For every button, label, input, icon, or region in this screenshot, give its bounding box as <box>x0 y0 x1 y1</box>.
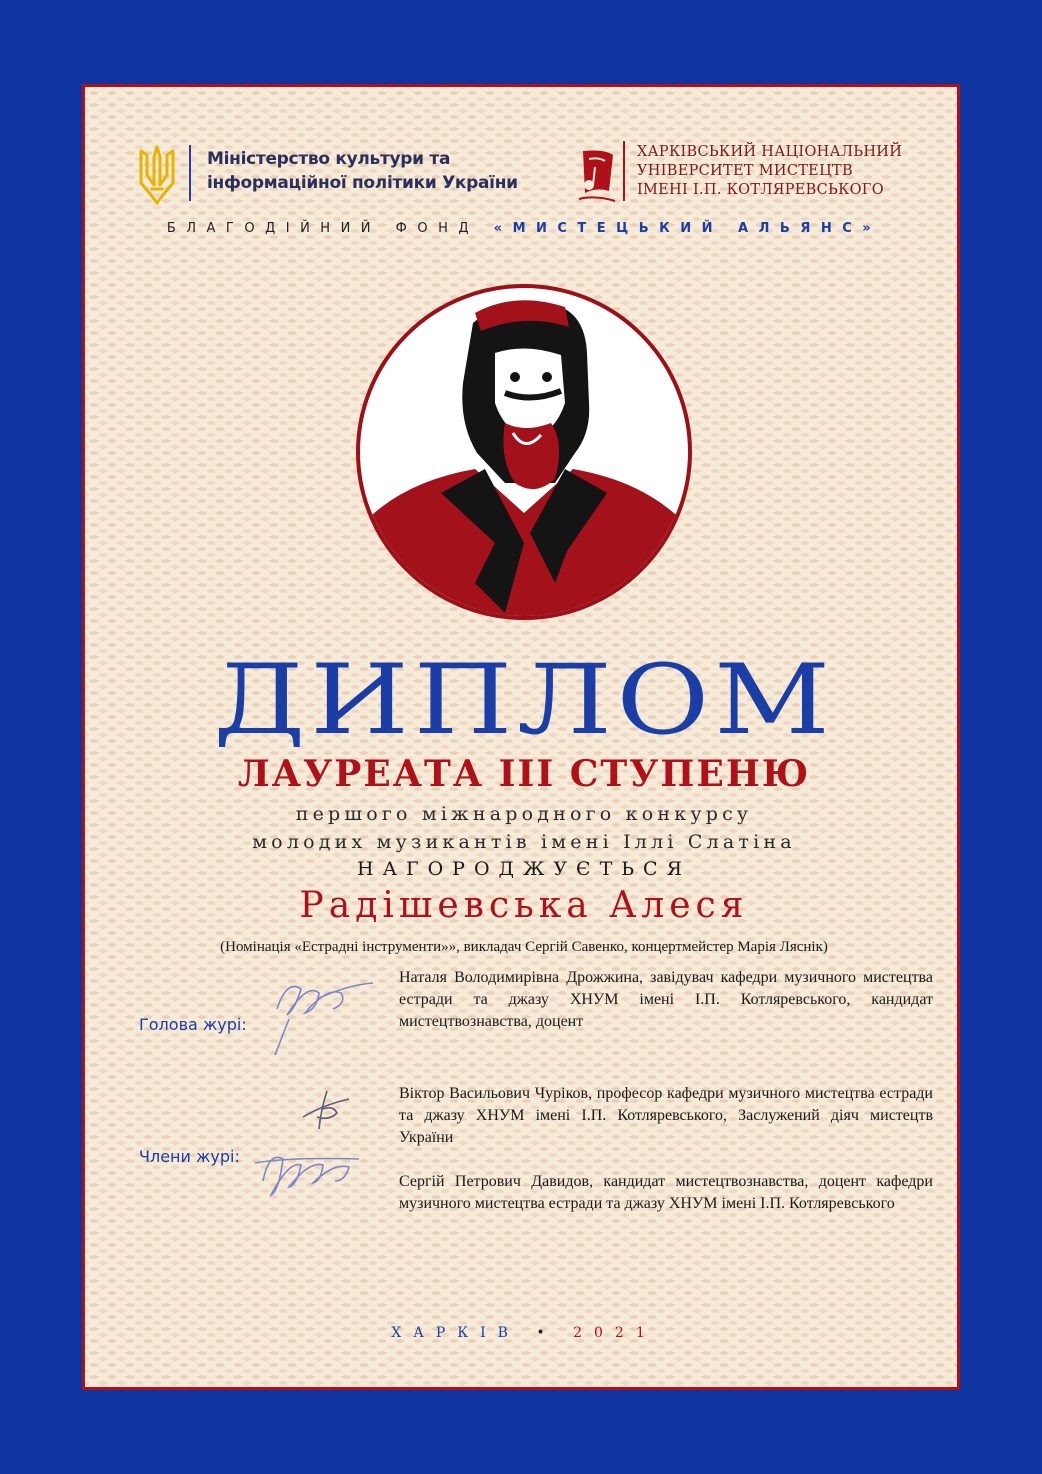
fund-title <box>85 221 960 236</box>
diploma-page <box>82 84 960 1390</box>
jury-head-label: Голова журі: <box>139 1015 247 1034</box>
competition-line-2: молодих музикантів імені Іллі Слатіна <box>252 831 796 853</box>
footer-year: 2021 <box>573 1325 657 1341</box>
member1-signature <box>293 1085 363 1135</box>
footer-separator: • <box>536 1325 557 1341</box>
fund-name: «МИСТЕЦЬКИЙ АЛЬЯНС» <box>493 221 882 236</box>
footer <box>85 1325 960 1341</box>
university-line-3: ІМЕНІ І.П. КОТЛЯРЕВСЬКОГО <box>637 182 884 198</box>
footer-city: ХАРКІВ <box>391 1325 520 1341</box>
diploma-title <box>85 647 960 747</box>
jury-members-label: Члени журі: <box>139 1147 240 1166</box>
ministry-name <box>207 147 547 203</box>
member2-signature <box>249 1141 369 1211</box>
awarded-label: НАГОРОДЖУЄТЬСЯ <box>357 858 691 880</box>
university-line-1: ХАРКІВСЬКИЙ НАЦІОНАЛЬНИЙ <box>637 144 903 160</box>
university-line-2: УНІВЕРСИТЕТ МИСТЕЦТВ <box>637 163 853 179</box>
university-name <box>637 143 937 200</box>
portrait-medallion <box>355 283 693 621</box>
jury-head-description: Наталя Володимирівна Дрожжина, завідувач кафедри музичного мистецтва естради та джазу ХНУМ імені І.П. Котляревського, кандидат мистецтвознавства, доцент <box>399 969 933 1030</box>
university-logo-icon <box>575 145 619 205</box>
jury-member-2-description: Сергій Петрович Давидов, кандидат мистецтвознавства, доцент кафедри музичного мистецтва естради та джазу ХНУМ імені І.П. Котляревського <box>399 1173 933 1212</box>
ministry-divider <box>189 145 191 201</box>
ministry-line-2: інформаційної політики України <box>207 173 518 193</box>
ministry-line-1: Міністерство культури та <box>207 149 451 169</box>
laureate-degree: ЛАУРЕАТА III СТУПЕНЮ <box>237 753 811 795</box>
jury-member-1-description: Віктор Васильович Чуріков, професор кафедри музичного мистецтва естради та джазу ХНУМ імені І.П. Котляревського, Заслужений діяч мистецтв України <box>399 1085 933 1146</box>
nomination-details: (Номінація «Естрадні інструменти»», викладач Сергій Савенко, концертмейстер Марія Ляснік) <box>220 939 828 955</box>
trident-icon <box>137 145 177 205</box>
head-signature <box>257 969 377 1059</box>
competition-line-1: першого міжнародного конкурсу <box>295 803 753 825</box>
diploma-title-text: ДИПЛОМ <box>213 647 835 747</box>
recipient-name: Радішевська Алеся <box>299 885 749 926</box>
fund-prefix: БЛАГОДІЙНИЙ ФОНД <box>166 221 480 236</box>
university-divider <box>623 141 625 201</box>
